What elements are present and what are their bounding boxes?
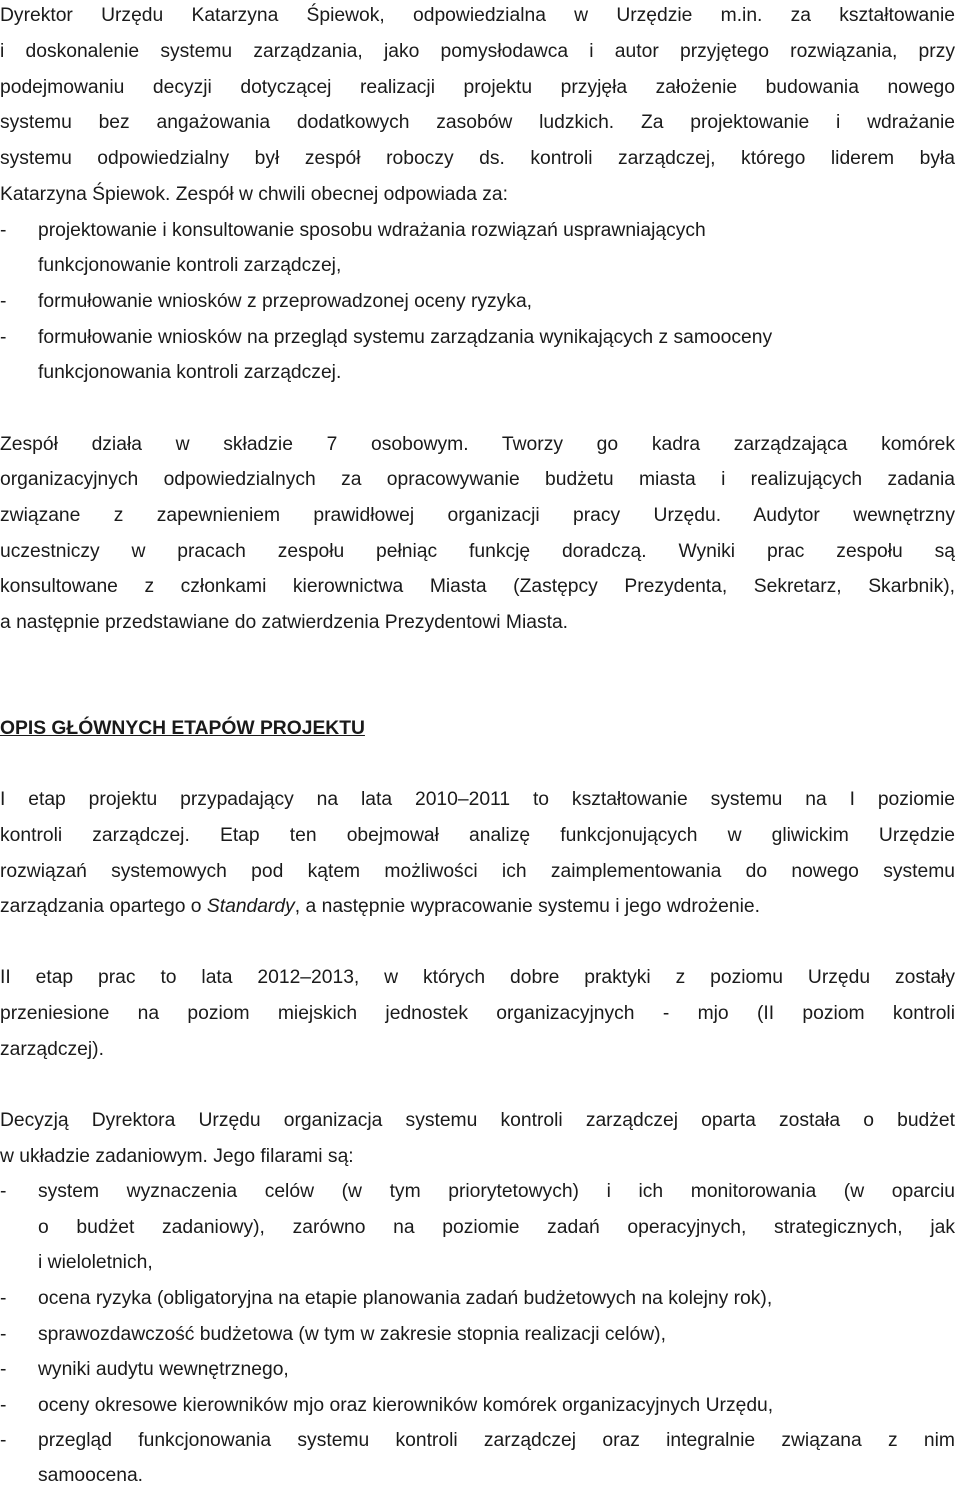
list-item-line: system wyznaczenia celów (w tym priorytetowych) i ich monitorowania (w oparciu xyxy=(38,1181,955,1202)
list-item-line: przegląd funkcjonowania systemu kontroli zarządczej oraz integralnie związana z nim xyxy=(38,1430,955,1451)
paragraph-line: kontroli zarządczej. Etap ten obejmował analizę funkcjonujących w gliwickim Urzędzie xyxy=(0,825,955,846)
paragraph-line: systemu bez angażowania dodatkowych zasobów ludzkich. Za projektowanie i wdrażanie xyxy=(0,112,955,133)
italic-term: Standardy xyxy=(206,896,295,917)
paragraph-line: Decyzją Dyrektora Urzędu organizacja systemu kontroli zarządczej oparta została o budżet xyxy=(0,1110,955,1131)
list-item-line: formułowanie wniosków na przegląd systemu zarządzania wynikających z samooceny xyxy=(38,327,773,348)
text-run: , a następnie wypracowanie systemu i jego wdrożenie. xyxy=(294,896,760,917)
list-bullet-dash: - xyxy=(0,327,7,348)
list-item-line: funkcjonowania kontroli zarządczej. xyxy=(38,362,342,383)
paragraph-line: Zespół działa w składzie 7 osobowym. Tworzy go kadra zarządzająca komórek xyxy=(0,434,955,455)
list-item-line: formułowanie wniosków z przeprowadzonej oceny ryzyka, xyxy=(38,291,533,312)
list-item-line: o budżet zadaniowy), zarówno na poziomie zadań operacyjnych, strategicznych, jak xyxy=(38,1217,955,1238)
paragraph-line: związane z zapewnieniem prawidłowej organizacji pracy Urzędu. Audytor wewnętrzny xyxy=(0,505,955,526)
paragraph-line: I etap projektu przypadający na lata 2010–2011 to kształtowanie systemu na I poziomie xyxy=(0,789,955,810)
list-bullet-dash: - xyxy=(0,1181,7,1202)
list-item-line: sprawozdawczość budżetowa (w tym w zakresie stopnia realizacji celów), xyxy=(38,1324,666,1345)
paragraph-line: w układzie zadaniowym. Jego filarami są: xyxy=(0,1146,354,1167)
paragraph-line: organizacyjnych odpowiedzialnych za opracowywanie budżetu miasta i realizujących zadania xyxy=(0,469,955,490)
paragraph-line: zarządczej). xyxy=(0,1039,104,1060)
paragraph-line: i doskonalenie systemu zarządzania, jako pomysłodawca i autor przyjętego rozwiązania, przy xyxy=(0,41,955,62)
list-bullet-dash: - xyxy=(0,1288,7,1309)
list-bullet-dash: - xyxy=(0,291,7,312)
list-item-line: projektowanie i konsultowanie sposobu wdrażania rozwiązań usprawniających xyxy=(38,220,706,241)
paragraph-line: rozwiązań systemowych pod kątem możliwości ich zaimplementowania do nowego systemu xyxy=(0,861,955,882)
section-heading: OPIS GŁÓWNYCH ETAPÓW PROJEKTU xyxy=(0,718,365,739)
paragraph-line: konsultowane z członkami kierownictwa Miasta (Zastępcy Prezydenta, Sekretarz, Skarbnik), xyxy=(0,576,955,597)
list-item-line: funkcjonowanie kontroli zarządczej, xyxy=(38,255,342,276)
paragraph-line: systemu odpowiedzialny był zespół roboczy ds. kontroli zarządczej, którego liderem była xyxy=(0,148,955,169)
paragraph-line: przeniesione na poziom miejskich jednostek organizacyjnych - mjo (II poziom kontroli xyxy=(0,1003,955,1024)
paragraph-line: podejmowaniu decyzji dotyczącej realizacji projektu przyjęła założenie budowania nowego xyxy=(0,77,955,98)
list-bullet-dash: - xyxy=(0,1430,7,1451)
list-bullet-dash: - xyxy=(0,220,7,241)
list-item-line: ocena ryzyka (obligatoryjna na etapie planowania zadań budżetowych na kolejny rok), xyxy=(38,1288,773,1309)
list-item-line: oceny okresowe kierowników mjo oraz kierowników komórek organizacyjnych Urzędu, xyxy=(38,1395,774,1416)
paragraph-line: a następnie przedstawiane do zatwierdzenia Prezydentowi Miasta. xyxy=(0,612,569,633)
text-run: zarządzania opartego o xyxy=(0,896,207,917)
paragraph-line xyxy=(0,895,955,919)
paragraph-line: Dyrektor Urzędu Katarzyna Śpiewok, odpowiedzialna w Urzędzie m.in. za kształtowanie xyxy=(0,5,955,26)
list-bullet-dash: - xyxy=(0,1324,7,1345)
paragraph-line: uczestniczy w pracach zespołu pełniąc funkcję doradczą. Wyniki prac zespołu są xyxy=(0,541,955,562)
list-item-line: i wieloletnich, xyxy=(38,1252,153,1273)
paragraph-line: II etap prac to lata 2012–2013, w których dobre praktyki z poziomu Urzędu zostały xyxy=(0,967,955,988)
list-bullet-dash: - xyxy=(0,1359,7,1380)
list-item-line: samoocena. xyxy=(38,1465,144,1486)
list-bullet-dash: - xyxy=(0,1395,7,1416)
paragraph-line: Katarzyna Śpiewok. Zespół w chwili obecnej odpowiada za: xyxy=(0,184,509,205)
list-item-line: wyniki audytu wewnętrznego, xyxy=(38,1359,289,1380)
